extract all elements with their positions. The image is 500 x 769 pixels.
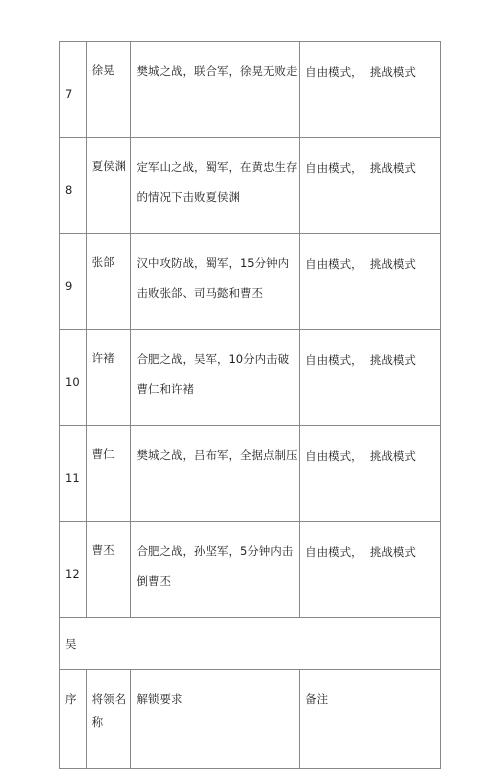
- group-row: [60, 618, 441, 670]
- unlock-requirement: 汉中攻防战，蜀军，15分钟内击败张郃、司马懿和曹丕: [131, 234, 300, 330]
- general-name: 许褚: [86, 330, 131, 426]
- note-cell: [300, 138, 441, 234]
- note-cell: [300, 234, 441, 330]
- header-row: [60, 670, 441, 769]
- general-name: 曹仁: [86, 426, 131, 522]
- row-number: 9: [60, 234, 87, 330]
- header-note: 备注: [300, 670, 441, 769]
- mode-note: 自由模式， 挑战模式: [305, 65, 416, 79]
- unlock-requirement: 合肥之战，孙坚军，5分钟内击倒曹丕: [131, 522, 300, 618]
- table-row: [60, 138, 441, 234]
- general-name: 夏侯渊: [86, 138, 131, 234]
- row-number: 8: [60, 138, 87, 234]
- header-general: 将领名称: [86, 670, 131, 769]
- row-number: 12: [60, 522, 87, 618]
- general-name: 徐晃: [86, 42, 131, 138]
- mode-note: 自由模式， 挑战模式: [305, 353, 416, 367]
- general-name: 曹丕: [86, 522, 131, 618]
- unlock-requirement: 定军山之战，蜀军，在黄忠生存的情况下击败夏侯渊: [131, 138, 300, 234]
- unlock-table: [59, 41, 441, 769]
- table-row: [60, 42, 441, 138]
- mode-note: 自由模式， 挑战模式: [305, 449, 416, 463]
- note-cell: [300, 426, 441, 522]
- table-row: [60, 522, 441, 618]
- unlock-requirement: 樊城之战，吕布军，全据点制压: [131, 426, 300, 522]
- row-number: 10: [60, 330, 87, 426]
- unlock-requirement: 樊城之战，联合军，徐晃无败走: [131, 42, 300, 138]
- table-row: [60, 330, 441, 426]
- row-number: 11: [60, 426, 87, 522]
- mode-note: 自由模式， 挑战模式: [305, 545, 416, 559]
- header-unlock: 解锁要求: [131, 670, 300, 769]
- row-number: 7: [60, 42, 87, 138]
- general-name: 张郃: [86, 234, 131, 330]
- mode-note: 自由模式， 挑战模式: [305, 161, 416, 175]
- group-label: 吴: [60, 618, 441, 670]
- unlock-requirement: 合肥之战，吴军，10分内击破曹仁和许褚: [131, 330, 300, 426]
- note-cell: [300, 42, 441, 138]
- note-cell: [300, 330, 441, 426]
- mode-note: 自由模式， 挑战模式: [305, 257, 416, 271]
- note-cell: [300, 522, 441, 618]
- table-row: [60, 234, 441, 330]
- header-no: 序: [60, 670, 87, 769]
- table-row: [60, 426, 441, 522]
